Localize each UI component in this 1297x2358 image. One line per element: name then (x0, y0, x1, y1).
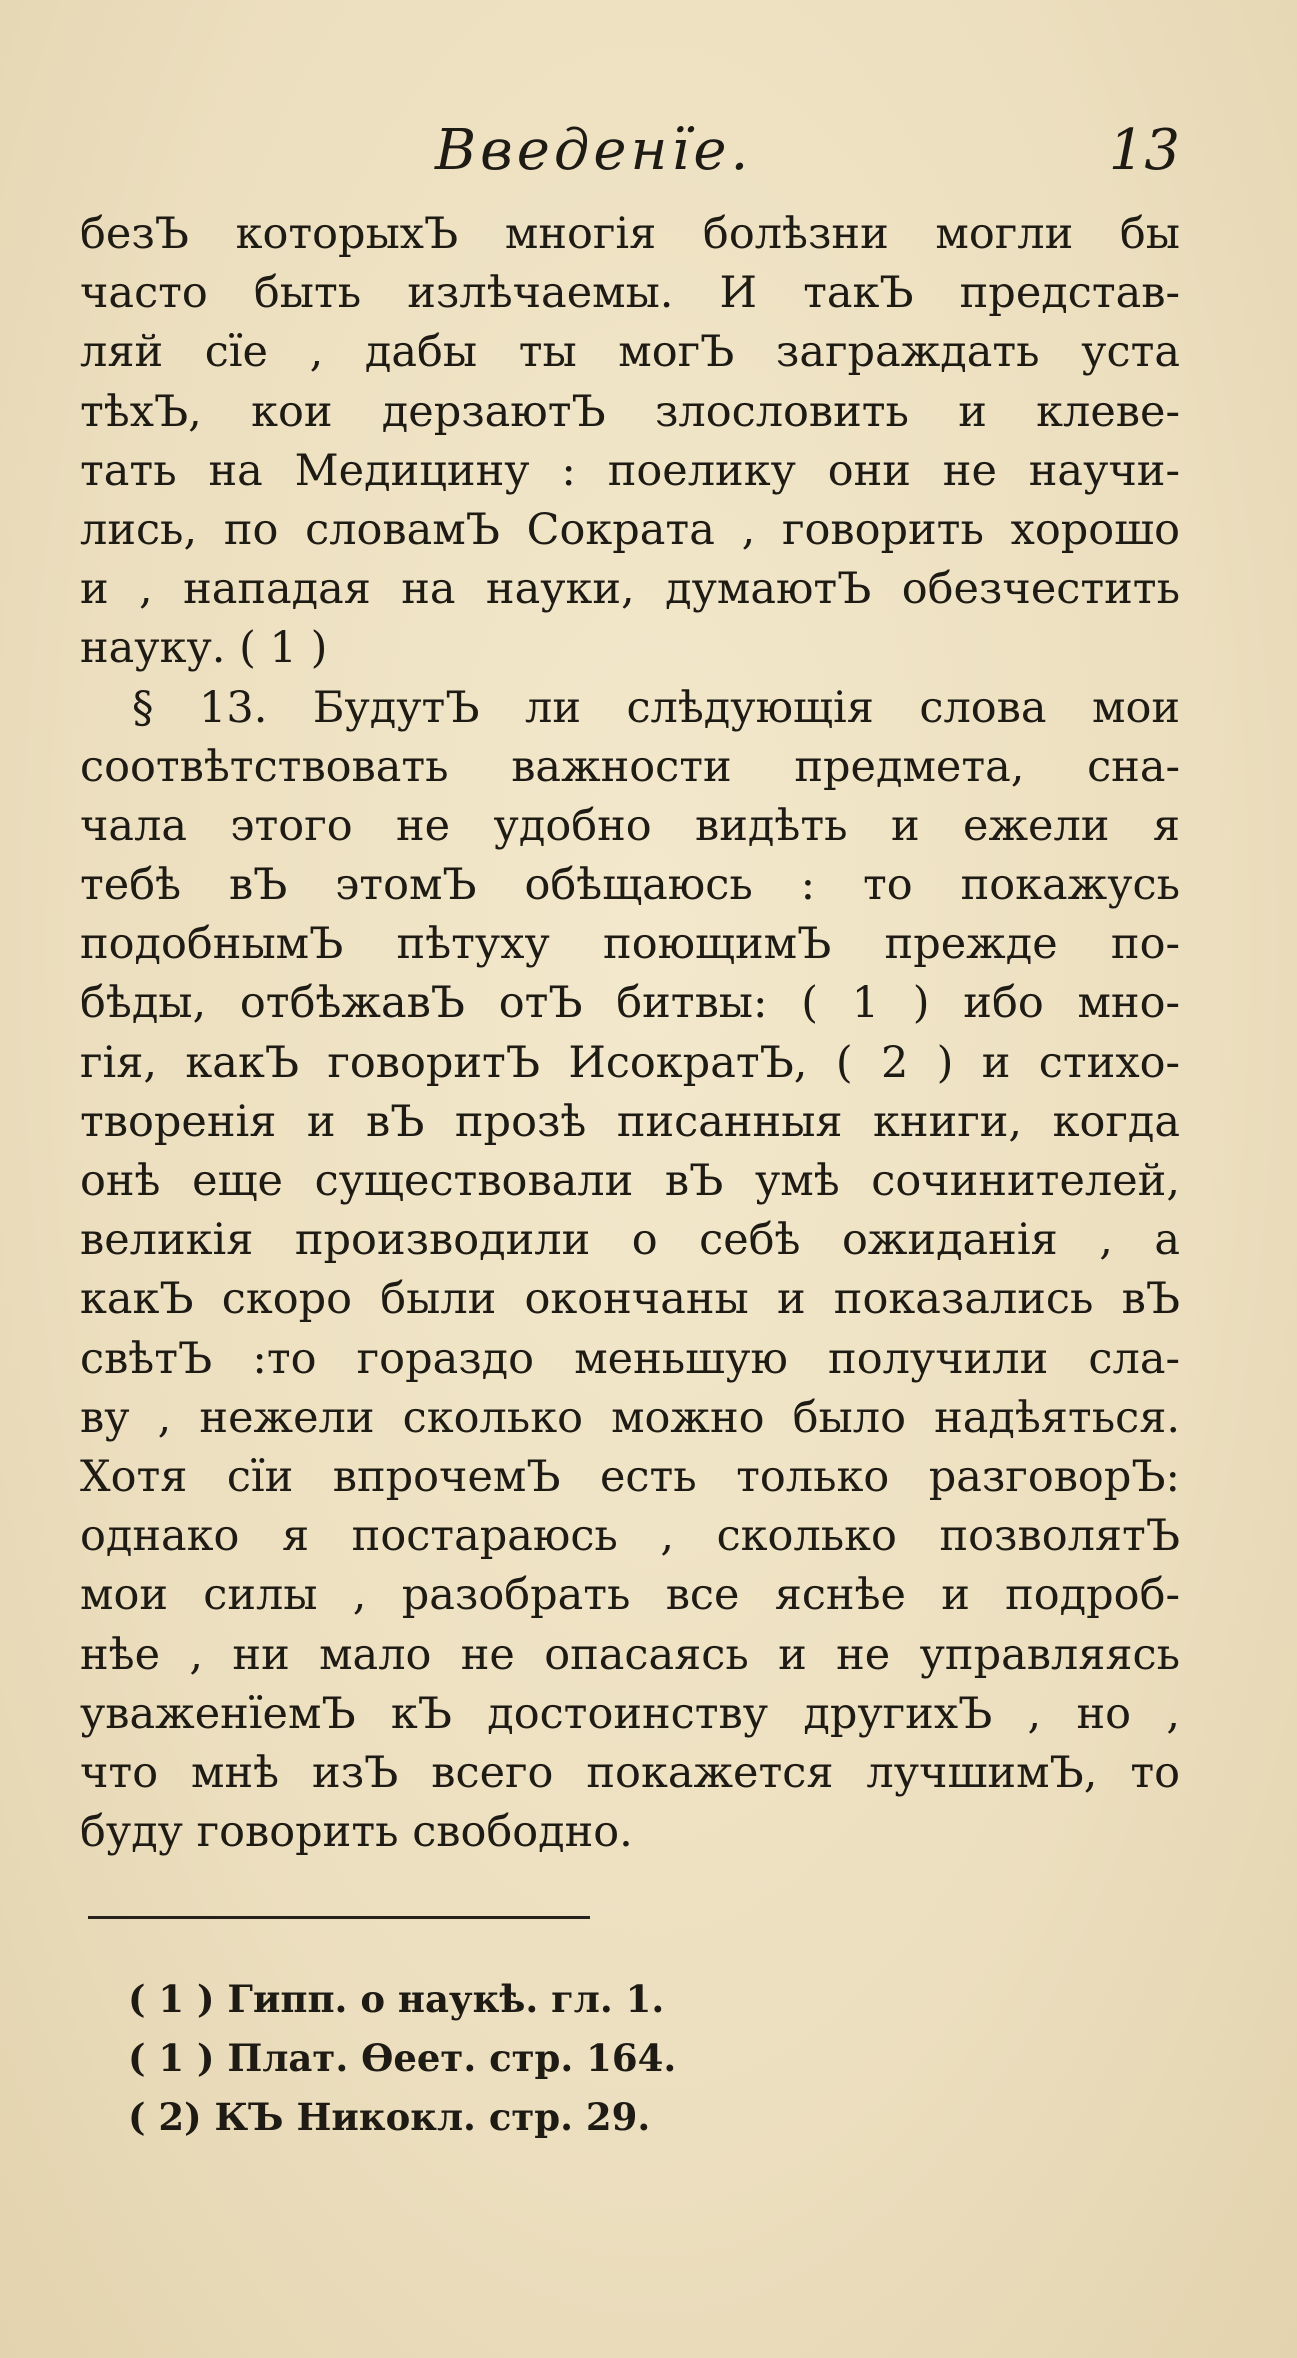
text-line: буду говорить свободно. (80, 1807, 633, 1858)
page-number: 13 (1108, 118, 1180, 183)
running-title: Введенïе. (435, 118, 753, 183)
text-line: чала этого не удобно видѣть и ежели я (80, 800, 1180, 851)
text-line: тать на Медицину : поелику они не научи- (80, 445, 1180, 496)
text-line: что мнѣ изЪ всего покажется лучшимЪ, то (80, 1747, 1180, 1798)
text-line: тебѣ вЪ этомЪ обѣщаюсь : то покажусь (80, 860, 1180, 911)
text-line: мои силы , разобрать все яснѣе и подроб- (80, 1570, 1180, 1621)
text-line: подобнымЪ пѣтуху поющимЪ прежде по- (80, 919, 1180, 970)
text-line: какЪ скоро были окончаны и показались вЪ (80, 1274, 1180, 1325)
footnotes (128, 1970, 928, 2147)
text-line: нѣе , ни мало не опасаясь и не управляясь (80, 1629, 1180, 1680)
text-line: великія производили о себѣ ожиданія , а (80, 1215, 1180, 1266)
text-line: ляй сïе , дабы ты могЪ заграждать уста (80, 327, 1180, 378)
paragraph-start-line: § 13. БудутЪ ли слѣдующія слова мои (132, 682, 1180, 733)
page-header (80, 118, 1180, 188)
text-line: лись, по словамЪ Сократа , говорить хорошо (80, 504, 1180, 555)
footnote: ( 1 ) Гипп. о наукѣ. гл. 1. (128, 1977, 665, 2021)
text-line: часто быть излѣчаемы. И такЪ представ- (80, 268, 1180, 319)
footnote: ( 2) КЪ Никокл. стр. 29. (128, 2095, 651, 2139)
text-line: безЪ которыхЪ многія болѣзни могли бы (80, 209, 1180, 259)
text-line: науку. ( 1 ) (80, 623, 328, 674)
text-line: соотвѣтствовать важности предмета, сна- (80, 741, 1180, 792)
text-line: свѣтЪ :то гораздо меньшую получили сла- (80, 1333, 1180, 1384)
footnote-divider (88, 1916, 590, 1919)
text-line: уваженïемЪ кЪ достоинству другихЪ , но , (80, 1688, 1180, 1739)
text-line: ву , нежели сколько можно было надѣяться. (80, 1392, 1180, 1443)
footnote: ( 1 ) Плат. Ѳеет. стр. 164. (128, 2036, 677, 2080)
text-line: однако я постараюсь , сколько позволятЪ (80, 1511, 1180, 1562)
text-line: творенія и вЪ прозѣ писанныя книги, когда (80, 1096, 1180, 1147)
text-line: тѣхЪ, кои дерзаютЪ злословить и клеве- (80, 386, 1180, 437)
text-line: Хотя сïи впрочемЪ есть только разговорЪ: (80, 1451, 1180, 1502)
text-line: бѣды, отбѣжавЪ отЪ битвы: ( 1 ) ибо мно- (80, 978, 1180, 1029)
body-text (80, 205, 1180, 1862)
text-line: гія, какЪ говоритЪ ИсократЪ, ( 2 ) и стихо- (80, 1037, 1180, 1088)
text-line: и , нападая на науки, думаютЪ обезчестить (80, 564, 1180, 615)
text-line: онѣ еще существовали вЪ умѣ сочинителей, (80, 1156, 1180, 1206)
